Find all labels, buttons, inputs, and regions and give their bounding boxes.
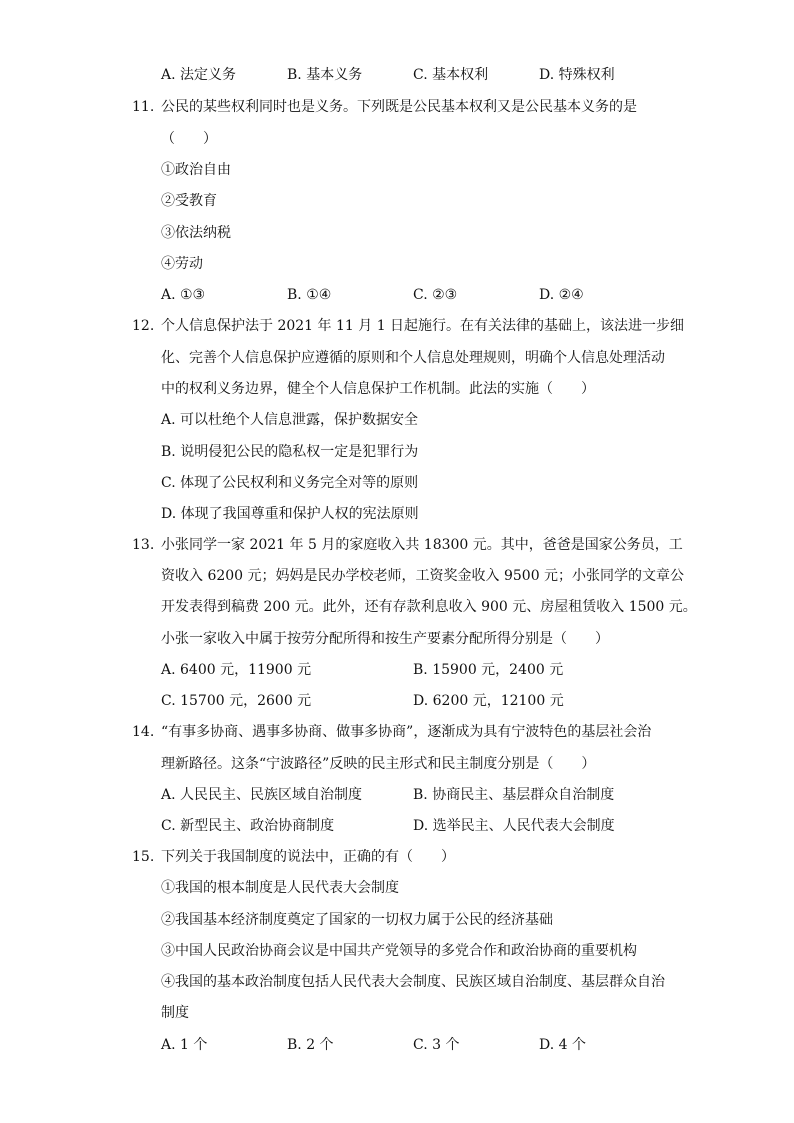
- q11-option-b: B. ①④: [287, 287, 332, 303]
- q15-option-a: A. 1 个: [161, 1037, 208, 1053]
- q13-stem-line-2: 资收入 6200 元；妈妈是民办学校老师，工资奖金收入 9500 元；小张同学的文章公: [161, 568, 685, 584]
- q13-option-c: C. 15700 元，2600 元: [161, 693, 312, 709]
- q13-stem-line-3: 开发表得到稿费 200 元。此外，还有存款利息收入 900 元、房屋租赁收入 1500 元。: [161, 599, 697, 615]
- q12-stem-line-3: 中的权利义务边界，健全个人信息保护工作机制。此法的实施（ ）: [161, 381, 595, 397]
- q15-item-3: ③中国人民政治协商会议是中国共产党领导的多党合作和政治协商的重要机构: [161, 943, 637, 959]
- q10-option-d: D. 特殊权利: [539, 67, 615, 83]
- q15-item-2: ②我国基本经济制度奠定了国家的一切权力属于公民的经济基础: [161, 912, 553, 928]
- q14-option-c: C. 新型民主、政治协商制度: [161, 818, 335, 834]
- q15-option-c: C. 3 个: [413, 1037, 460, 1053]
- q11-item-3: ③依法纳税: [161, 225, 231, 241]
- q11-item-1: ①政治自由: [161, 162, 231, 178]
- q13-stem-line-1: 小张同学一家 2021 年 5 月的家庭收入共 18300 元。其中，爸爸是国家公务员，工: [161, 537, 683, 553]
- q11-item-4: ④劳动: [161, 256, 203, 272]
- q11-item-2: ②受教育: [161, 193, 217, 209]
- q13-option-d: D. 6200 元，12100 元: [413, 693, 564, 709]
- q15-item-1: ①我国的根本制度是人民代表大会制度: [161, 880, 399, 896]
- q14-number: 14.: [132, 724, 155, 740]
- q15-item-4-continued: 制度: [161, 1005, 189, 1021]
- q11-option-d: D. ②④: [539, 287, 584, 303]
- q14-option-b: B. 协商民主、基层群众自治制度: [413, 787, 615, 803]
- q15-item-4: ④我国的基本政治制度包括人民代表大会制度、民族区域自治制度、基层群众自治: [161, 974, 665, 990]
- q12-stem-line-1: 个人信息保护法于 2021 年 11 月 1 日起施行。在有关法律的基础上，该法进一步细: [161, 318, 685, 334]
- q15-option-b: B. 2 个: [287, 1037, 334, 1053]
- q14-option-a: A. 人民民主、民族区域自治制度: [161, 787, 363, 803]
- q10-option-a: A. 法定义务: [161, 67, 237, 83]
- q11-stem-line-1: 公民的某些权利同时也是义务。下列既是公民基本权利又是公民基本义务的是: [161, 99, 637, 115]
- q14-stem-line-1: “有事多协商、遇事多协商、做事多协商”，逐渐成为具有宁波特色的基层社会治: [161, 724, 652, 740]
- q11-option-c: C. ②③: [413, 287, 458, 303]
- q15-stem-line-1: 下列关于我国制度的说法中，正确的有（ ）: [161, 849, 455, 865]
- q12-option-d: D. 体现了我国尊重和保护人权的宪法原则: [161, 506, 419, 522]
- q13-stem-line-4: 小张一家收入中属于按劳分配所得和按生产要素分配所得分别是（ ）: [161, 631, 609, 647]
- q13-option-b: B. 15900 元，2400 元: [413, 662, 564, 678]
- q11-number: 11.: [132, 99, 155, 115]
- q15-option-d: D. 4 个: [539, 1037, 586, 1053]
- q11-stem-line-2: （ ）: [161, 131, 217, 147]
- q12-option-a: A. 可以杜绝个人信息泄露，保护数据安全: [161, 412, 419, 428]
- q10-option-b: B. 基本义务: [287, 67, 363, 83]
- q13-number: 13.: [132, 537, 155, 553]
- q14-option-d: D. 选举民主、人民代表大会制度: [413, 818, 615, 834]
- q10-option-c: C. 基本权利: [413, 67, 489, 83]
- q14-stem-line-2: 理新路径。这条“宁波路径”反映的民主形式和民主制度分别是（ ）: [161, 756, 596, 772]
- q13-option-a: A. 6400 元，11900 元: [161, 662, 312, 678]
- q12-number: 12.: [132, 318, 155, 334]
- q12-option-b: B. 说明侵犯公民的隐私权一定是犯罪行为: [161, 444, 419, 460]
- q12-stem-line-2: 化、完善个人信息保护应遵循的原则和个人信息处理规则，明确个人信息处理活动: [161, 350, 665, 366]
- q12-option-c: C. 体现了公民权利和义务完全对等的原则: [161, 475, 419, 491]
- q11-option-a: A. ①③: [161, 287, 206, 303]
- q15-number: 15.: [132, 849, 155, 865]
